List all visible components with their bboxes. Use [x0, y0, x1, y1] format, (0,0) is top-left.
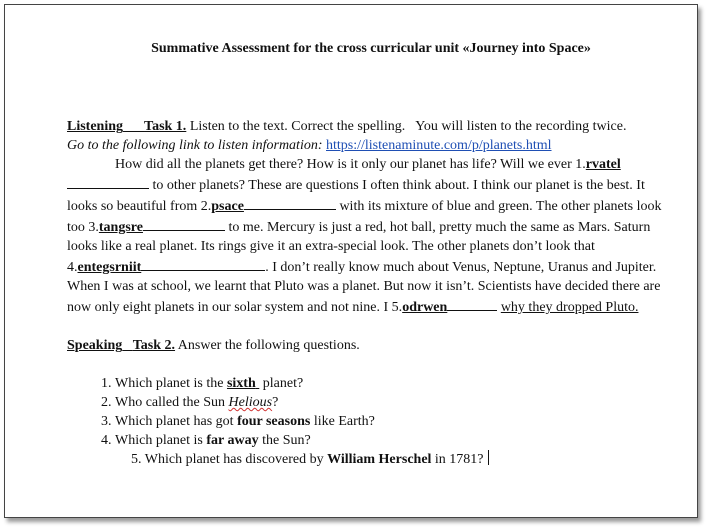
scrambled-word-1: rvatel — [585, 157, 621, 172]
question-list — [67, 374, 663, 450]
speaking-task-heading — [67, 336, 663, 355]
question-2: 2. Who called the Sun Helious? — [115, 393, 663, 412]
listening-link[interactable]: https://listenaminute.com/p/planets.html — [326, 138, 552, 153]
scrambled-word-5: odrwen — [402, 300, 448, 315]
speaking-instruction: Answer the following questions. — [177, 338, 360, 353]
listening-paragraph — [67, 155, 663, 317]
q1-keyword: sixth — [226, 376, 256, 391]
listening-task-heading — [67, 117, 663, 136]
paragraph-part-3: with its mixture of blue and green. The other planets look too 3. — [67, 199, 662, 235]
listening-instruction-b: You will listen to the recording twice. — [415, 119, 627, 134]
page-title: Summative Assessment for the cross curricular unit «Journey into Space» — [151, 41, 591, 56]
answer-blank-1[interactable] — [67, 174, 149, 189]
listening-instruction-a: Listen to the text. Correct the spelling. — [189, 119, 406, 134]
paragraph-part-5: . I don’t really know much about Venus, Neptune, Uranus and Jupiter. When I was at school, we learnt that Pluto was a planet. But now it isn’t. Scientists have decided there are now only eight planets in our solar system and not nine. I 5. — [67, 260, 661, 315]
answer-blank-2[interactable] — [244, 195, 336, 210]
document-page — [4, 4, 698, 518]
q3-keyword: four seasons — [237, 414, 311, 429]
speaking-label: Speaking — [67, 338, 123, 353]
listening-link-line — [67, 136, 663, 155]
scrambled-word-3: tangsre — [98, 220, 143, 235]
question-1: 1. Which planet is the sixth planet? — [115, 374, 663, 393]
text-cursor — [488, 450, 489, 465]
scrambled-word-2: psace — [211, 199, 244, 214]
listening-task-label: Task 1. — [144, 119, 187, 134]
speaking-task-label: Task 2. — [132, 338, 176, 353]
question-4: 4. Which planet is far away the Sun? — [115, 431, 663, 450]
question-3: 3. Which planet has got four seasons like Earth? — [115, 412, 663, 431]
scrambled-word-4: entegsrniit — [77, 260, 142, 275]
question-5: 5. Which planet has discovered by William Herschel in 1781? — [67, 450, 663, 469]
paragraph-part-2: to other planets? These are questions I often think about. I think our planet is the best. It looks so beautiful from 2. — [67, 178, 645, 214]
answer-blank-3[interactable] — [143, 216, 225, 231]
paragraph-part-4: to me. Mercury is just a red, hot ball, pretty much the same as Mars. Saturn looks like a real planet. Its rings give it an extra-special look. The other planets don’t look that 4. — [67, 220, 651, 275]
q4-keyword: far away — [206, 433, 259, 448]
q2-keyword: Helious — [228, 395, 273, 410]
link-intro: Go to the following link to listen information: — [67, 138, 323, 153]
paragraph-part-6: why they dropped Pluto. — [500, 300, 639, 315]
paragraph-part-1: How did all the planets get there? How is it only our planet has life? Will we ever 1. — [115, 157, 586, 172]
document-body — [67, 117, 663, 469]
answer-blank-5[interactable] — [447, 296, 497, 311]
q5-number: 5. — [131, 452, 142, 467]
q5-keyword-first: William — [327, 452, 376, 467]
listening-label: Listening — [67, 119, 124, 134]
answer-blank-4[interactable] — [141, 256, 265, 271]
q5-keyword-last: Herschel — [378, 452, 432, 467]
